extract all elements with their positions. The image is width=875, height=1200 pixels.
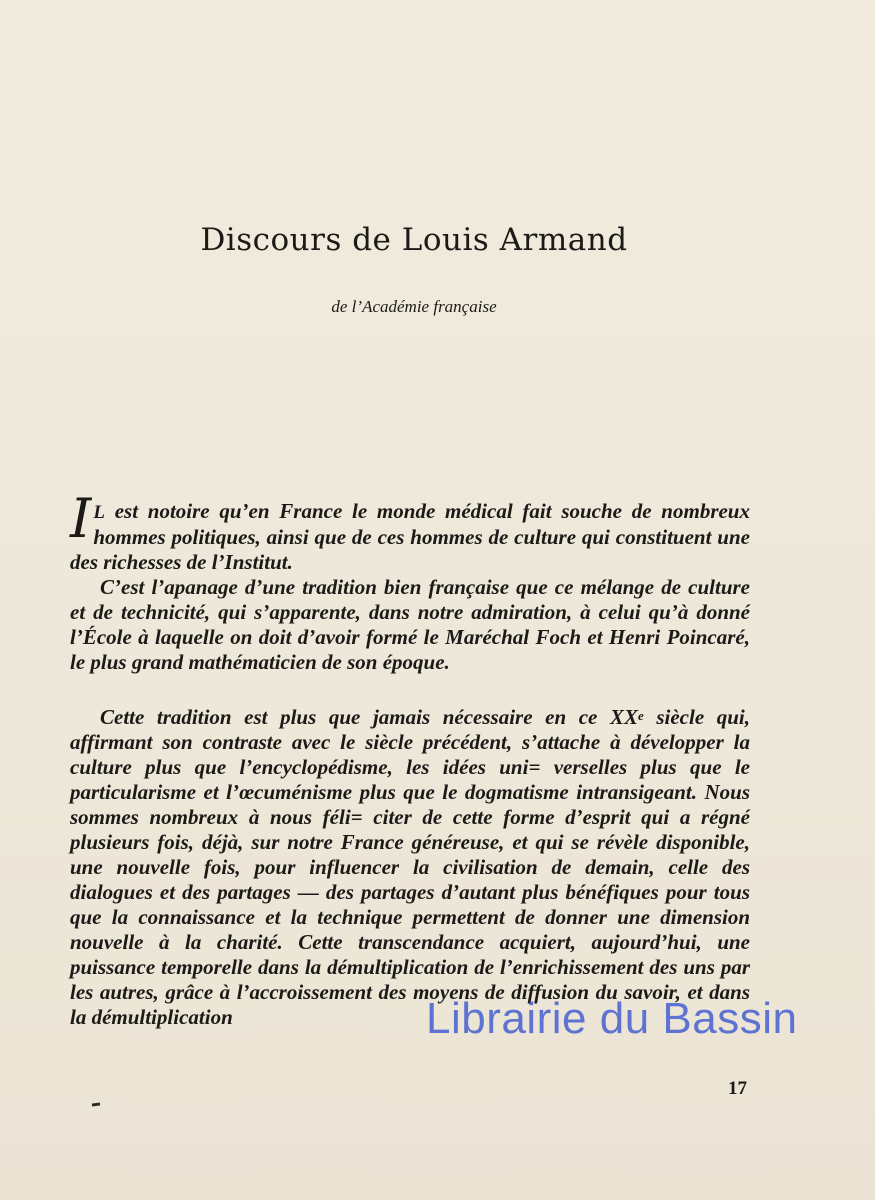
paragraph-2-text: C’est l’apanage d’une tradition bien française que ce mélange de culture et de technicité, qui s’apparente, dans notre admiration, à celui qu’à donné l’École à laquelle on doit d’avoir formé le Maréchal Foch et Henri Poincaré, le plus grand mathématicien de son époque. (70, 575, 750, 674)
page-number: 17 (728, 1078, 747, 1099)
printer-mark (92, 1102, 100, 1106)
page-title: Discours de Louis Armand (200, 222, 628, 258)
opening-paragraphs (70, 487, 750, 675)
paragraph-3 (70, 705, 750, 1030)
paragraph-1-text: est notoire qu’en France le monde médical fait souche de nombreux hommes politiques, ainsi que de ces hommes de culture qui constituent une des richesses de l’Institut. (70, 499, 750, 574)
century-superscript: e (637, 708, 644, 723)
first-word-small-cap: L (93, 502, 105, 523)
drop-cap: I (70, 487, 92, 550)
paragraph-3-rest: siècle qui, affirmant son contraste avec le siècle précédent, s’attache à développer la culture plus que l’encyclopédisme, les idées uni= verselles plus que le particularisme et l’œcuménisme plus que le dogmatisme intransigeant. Nous sommes nombreux à nous féli= citer de cette forme d’esprit qui a régné plusieurs fois, déjà, sur notre France généreuse, et qui se révèle disponible, une nouvelle fois, pour influencer la civilisation de demain, celle des dialogues et des partages — des partages d’autant plus bénéfiques pour tous que la connaissance et la technique permettent de donner une dimension nouvelle à la charité. Cette transcendance acquiert, aujourd’hui, une puissance temporelle dans la démultiplication de l’enrichissement des uns par les autres, grâce à l’accroissement des moyens de diffusion du savoir, et dans la démultiplication (70, 705, 750, 1029)
paragraph-3-start: Cette tradition est plus que jamais nécessaire en ce XX (100, 705, 638, 729)
seller-watermark: Librairie du Bassin (426, 994, 798, 1043)
page-subtitle: de l’Académie française (331, 297, 497, 316)
